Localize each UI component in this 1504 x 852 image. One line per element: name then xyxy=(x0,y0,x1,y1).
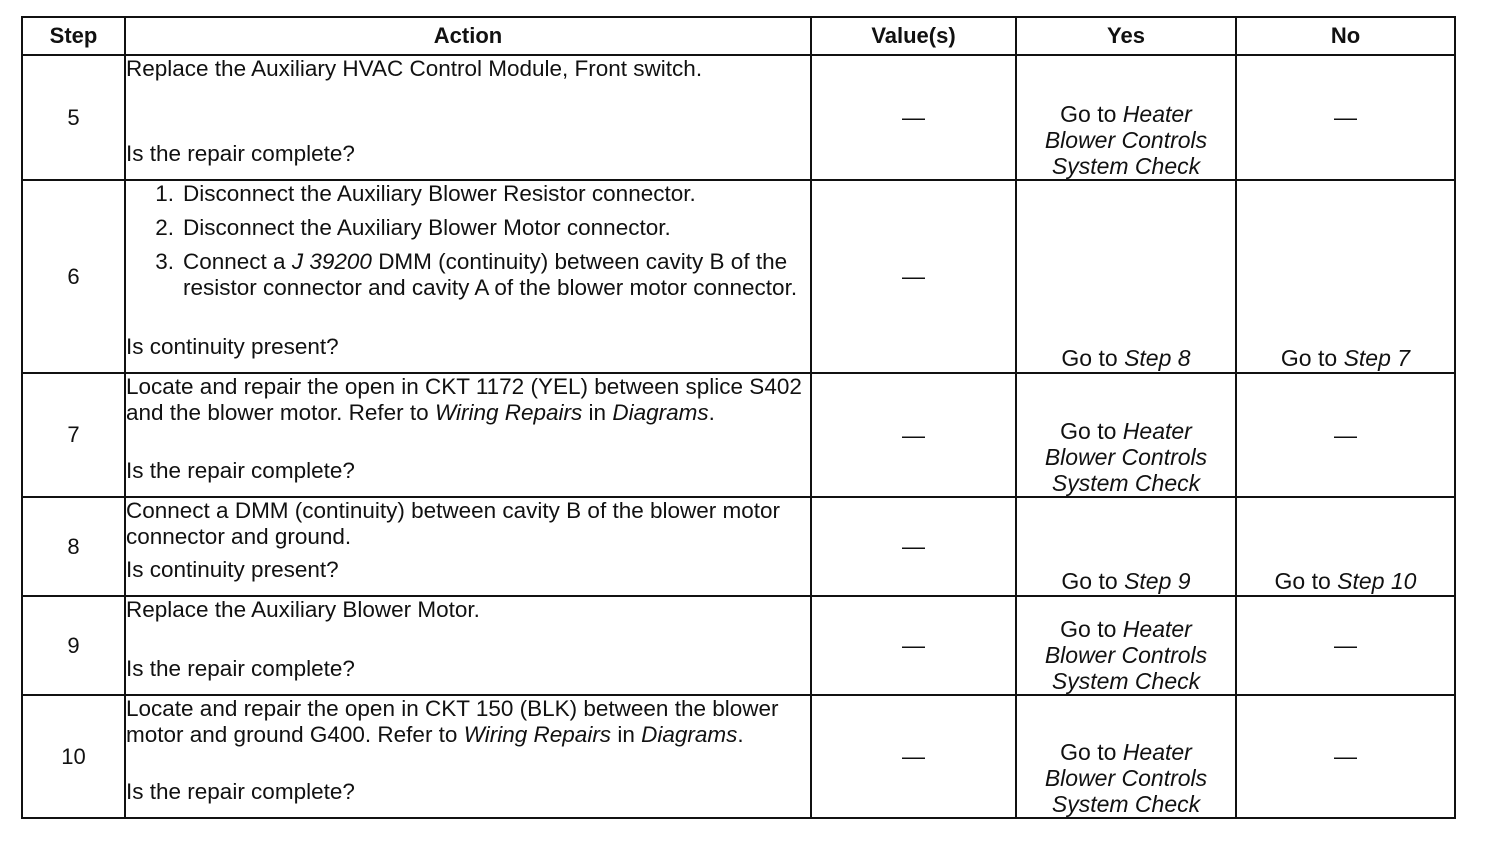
no-cell xyxy=(1236,695,1455,818)
yes-cell xyxy=(1016,373,1236,497)
yes-link[interactable]: Blower Controls xyxy=(1044,765,1208,791)
no-cell xyxy=(1236,373,1455,497)
no-prefix: Go to xyxy=(1274,568,1331,594)
no-link[interactable]: Step 7 xyxy=(1343,345,1411,371)
no-cell xyxy=(1236,55,1455,180)
value-cell xyxy=(811,497,1016,596)
ref-link[interactable]: Wiring Repairs xyxy=(434,400,583,425)
header-step: Step xyxy=(22,17,125,55)
value-cell xyxy=(811,596,1016,695)
value-cell xyxy=(811,55,1016,180)
yes-link[interactable]: Heater xyxy=(1122,739,1192,765)
yes-link[interactable]: Heater xyxy=(1122,418,1192,444)
action-cell xyxy=(125,497,811,596)
no-dash: — xyxy=(1334,743,1357,769)
list-item: 3. Connect a J 39200 DMM (continuity) between cavity B of the resistor connector and cavity A of the blower motor connector. xyxy=(155,249,798,300)
action-text: Locate and repair the open in CKT 1172 (YEL) between splice S402 and the blower motor. Refer to Wiring Repairs in Diagrams. xyxy=(126,374,802,425)
yes-link[interactable]: System Check xyxy=(1051,791,1201,817)
step-number: 10 xyxy=(22,695,125,818)
no-dash: — xyxy=(1334,104,1357,130)
value-dash: — xyxy=(902,421,925,448)
header-yes: Yes xyxy=(1016,17,1236,55)
header-action: Action xyxy=(125,17,811,55)
value-cell xyxy=(811,695,1016,818)
table-row xyxy=(22,180,1455,373)
yes-prefix: Go to xyxy=(1060,418,1117,444)
action-cell xyxy=(125,695,811,818)
header-row xyxy=(22,17,1455,55)
action-question: Is the repair complete? xyxy=(126,656,355,681)
header-no: No xyxy=(1236,17,1455,55)
value-dash: — xyxy=(902,263,925,289)
table-row xyxy=(22,497,1455,596)
yes-link[interactable]: Blower Controls xyxy=(1044,127,1208,153)
yes-prefix: Go to xyxy=(1060,739,1117,765)
action-text: Connect a DMM (continuity) between cavity B of the blower motor connector and ground. xyxy=(126,498,781,549)
value-dash: — xyxy=(902,533,925,559)
table-row xyxy=(22,55,1455,180)
action-question: Is the repair complete? xyxy=(126,458,355,483)
step-number: 6 xyxy=(22,180,125,373)
action-cell xyxy=(125,180,811,373)
action-steps-list xyxy=(126,181,810,311)
value-dash: — xyxy=(902,743,925,769)
yes-link[interactable]: Blower Controls xyxy=(1044,444,1208,470)
yes-link[interactable]: System Check xyxy=(1051,668,1201,694)
yes-prefix: Go to xyxy=(1061,345,1118,371)
yes-link[interactable]: Heater xyxy=(1122,101,1192,127)
action-question: Is the repair complete? xyxy=(126,779,355,804)
list-item: 1. Disconnect the Auxiliary Blower Resistor connector. xyxy=(155,181,696,206)
value-cell xyxy=(811,180,1016,373)
tool-number: J 39200 xyxy=(291,249,372,274)
yes-cell xyxy=(1016,596,1236,695)
list-item: 2. Disconnect the Auxiliary Blower Motor connector. xyxy=(155,215,671,240)
yes-link[interactable]: System Check xyxy=(1051,470,1201,496)
action-question: Is continuity present? xyxy=(126,334,339,359)
header-values: Value(s) xyxy=(811,17,1016,55)
value-dash: — xyxy=(902,632,925,658)
action-text: Locate and repair the open in CKT 150 (BLK) between the blower motor and ground G400. Refer to Wiring Repairs in Diagrams. xyxy=(126,696,779,747)
yes-cell xyxy=(1016,695,1236,818)
yes-link[interactable]: Step 9 xyxy=(1124,568,1191,594)
yes-cell xyxy=(1016,180,1236,373)
yes-link[interactable]: Blower Controls xyxy=(1044,642,1208,668)
step-number: 8 xyxy=(22,497,125,596)
yes-cell xyxy=(1016,497,1236,596)
step-number: 5 xyxy=(22,55,125,180)
yes-link[interactable]: System Check xyxy=(1051,153,1201,179)
table-row xyxy=(22,695,1455,818)
no-dash: — xyxy=(1334,421,1357,448)
no-link[interactable]: Step 10 xyxy=(1337,568,1417,594)
diagnostic-table xyxy=(21,16,1456,819)
yes-prefix: Go to xyxy=(1060,101,1117,127)
action-cell xyxy=(125,373,811,497)
action-text: Replace the Auxiliary HVAC Control Module, Front switch. xyxy=(126,56,703,81)
yes-cell xyxy=(1016,55,1236,180)
step-number: 9 xyxy=(22,596,125,695)
ref-link[interactable]: Diagrams xyxy=(612,400,709,425)
yes-link[interactable]: Heater xyxy=(1122,616,1192,642)
value-cell xyxy=(811,373,1016,497)
yes-prefix: Go to xyxy=(1061,568,1118,594)
step-number: 7 xyxy=(22,373,125,497)
ref-link[interactable]: Diagrams xyxy=(641,722,738,747)
action-question: Is continuity present? xyxy=(126,557,339,582)
no-cell xyxy=(1236,497,1455,596)
action-question: Is the repair complete? xyxy=(126,141,355,166)
action-cell xyxy=(125,55,811,180)
action-cell xyxy=(125,596,811,695)
no-cell xyxy=(1236,180,1455,373)
table-row xyxy=(22,596,1455,695)
yes-link[interactable]: Step 8 xyxy=(1124,345,1191,371)
action-text: Replace the Auxiliary Blower Motor. xyxy=(126,597,480,622)
no-cell xyxy=(1236,596,1455,695)
no-prefix: Go to xyxy=(1280,345,1338,371)
no-dash: — xyxy=(1334,632,1357,658)
table-row xyxy=(22,373,1455,497)
ref-link[interactable]: Wiring Repairs xyxy=(463,722,612,747)
yes-prefix: Go to xyxy=(1060,616,1117,642)
value-dash: — xyxy=(902,104,925,130)
